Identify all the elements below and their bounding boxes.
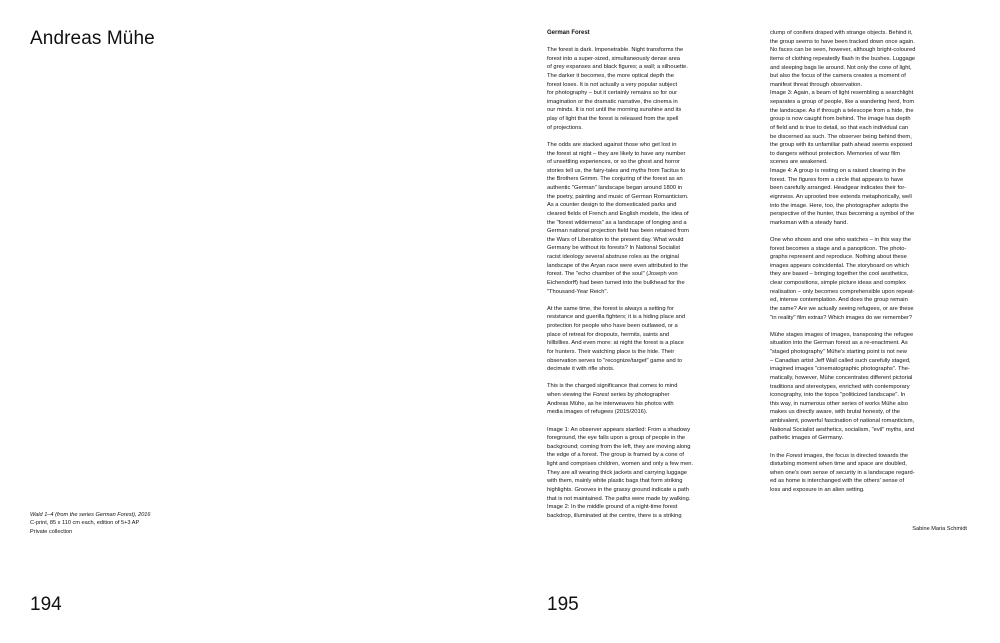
text-line: Andreas Mühe, as he interweaves his photos with [547,400,674,407]
text-line: stories tell us, the fairy-tales and myths from Tacitus to [547,167,686,174]
text-line: forest loses. It is not actually a very popular subject [547,81,678,88]
text-line: "Thousand-Year Reich". [547,288,609,295]
text-line: into the image. Here, too, the photographer adopts the [770,202,909,209]
text-line: foreground, the eye falls upon a group of people in the [547,435,686,442]
text-line: authentic "German" landscape began around 1800 in [547,185,683,192]
text-line: and sleeping bags lie around. Not only the cone of light, [770,64,912,71]
text-line: observation serves to "recognize/target" game and to [547,357,683,364]
text-line: situation into the German forest as a re-enactment. As [770,340,908,347]
text-line: of grey expanses and black figures; a wall; a silhouette. [547,64,688,71]
text-line: matically, however, Mühe concentrates different pictorial [770,374,913,381]
text-line: group is now caught from behind. The image has depth [770,116,911,123]
text-line: eignness. An uprooted tree extends metaphorically, well [770,193,912,200]
text-line: As a counter design to the domesticated parks and [547,202,677,209]
text-line: the edge of a forest. The group is framed by a cone of [547,452,685,459]
text-line: Image 1: An observer appears startled: From a shadowy [547,426,691,433]
paragraph [547,46,745,132]
text-line: of unsettling experiences, or so the ghost and horror [547,159,680,166]
text-line: "in reality" film extras? Which images do we remember? [770,314,913,321]
paragraph [770,236,968,322]
text-line: National Socialist aesthetics, socialism, "evil" myths, and [770,426,915,433]
text-line: manifest threat through observation. [770,81,863,88]
text-line: imagination or the dramatic narrative, the cinema in [547,98,678,105]
artist-name: Andreas Mühe [30,28,155,49]
text-line: hillbillies. And even more: at night the forest is a place [547,340,684,347]
text-line: ed, intense contemplation. And does the group remain [770,297,908,304]
text-line: traditions and stereotypes, enriched with contemporary [770,383,910,390]
text-line: the "forest wilderness" as a landscape of longing and a [547,219,687,226]
text-line: be discerned as such. The observer being behind them, [770,133,912,140]
text-line: of projections. [547,124,583,131]
caption-title: Wald 1–4 (from the series German Forest), 2016 [30,512,151,518]
text-line: backdrop, illuminated at the centre, there is a striking [547,512,682,519]
text-line: for photography – but it certainly remains so for our [547,90,678,97]
paragraph [770,452,968,495]
text-line: iconography, into the topos "politicized landscape". In [770,392,906,399]
text-line: In the Forest images, the focus is directed towards the [770,452,909,459]
text-line: Image 4: A group is resting on a raised clearing in the [770,168,906,174]
text-line: cleared fields of French and English models, the idea of [547,210,689,217]
column-2-body [770,29,968,495]
text-line: scenes are awakened. [770,159,828,166]
text-line: ed as home is interchanged with the others' sense of [770,478,905,485]
text-line: forest becomes a stage and a panopticon. The photo- [770,245,907,252]
text-line: resistance and guerilla fighters; it is a hiding place and [547,314,686,321]
text-line: Eichendorff) had been turned into the bulkhead for the [547,279,685,286]
text-line: highlights. Grooves in the grassy ground indicate a path [547,486,689,493]
text-line: The odds are stacked against those who get lost in [547,141,677,148]
text-line: the Wars of Liberation to the present day. What would [547,236,684,243]
text-line: for hunters. Their watching place is the hide. Their [547,348,675,355]
paragraph [547,426,745,521]
text-line: perspective of the hunter, thus becoming a symbol of the [770,211,915,218]
text-line: makes us directly aware, with brutal honesty, of the [770,409,900,416]
text-line: This is the charged significance that comes to mind [547,383,678,390]
text-line: background; coming from the left, they are moving along [547,443,691,450]
paragraph [547,382,745,417]
text-line: marksman with a steady hand. [770,219,848,226]
image-caption [30,511,250,536]
page-number-right: 195 [547,594,579,615]
text-line: the same? Are we actually seeing refugees, or are these [770,305,914,312]
text-line: disturbing moment when time and space are doubled, [770,461,907,468]
text-line: when viewing the Forest series by photographer [547,392,670,399]
text-line: the group with its unfamiliar path ahead seems exposed [770,142,913,149]
text-column-1 [547,29,745,529]
text-line: items of clothing repeatedly flash in the bushes. Luggage [770,55,916,62]
page-number-left: 194 [30,594,62,615]
text-line: when one's own sense of security in a landscape regard- [770,469,915,476]
text-line: "staged photography" Mühe's starting point is not new [770,349,907,356]
text-line: images appears coincidental. The storyboard on which [770,262,909,269]
text-line: clump of conifers draped with strange objects. Behind it, [770,30,913,36]
text-line: the landscape. As if through a telescope from a hide, the [770,107,914,114]
text-line: separates a group of people, like a wandering herd, from [770,99,915,105]
text-line: Image 2: In the middle ground of a night-time forest [547,504,678,511]
text-line: loss and exposure in an alien setting. [770,487,865,494]
essay-heading: German Forest [547,30,590,36]
text-line: Mühe stages images of images, transposing the refugee [770,331,914,338]
text-line: but also the focus of the camera creates a moment of [770,73,906,80]
text-line: light and comprises children, women and only a few men. [547,461,694,468]
text-line: been carefully arranged. Headgear indicates their for- [770,185,907,192]
text-line: forest. The "echo chamber of the soul" (Joseph von [547,271,678,278]
text-line: forest into a super-sized, simultaneously dense area [547,55,680,62]
text-line: to dangers without protection. Memories of war film [770,150,901,157]
text-line: – Canadian artist Jeff Wall called such carefully staged, [770,357,911,364]
text-line: the Brothers Grimm. The conjuring of the forest as an [547,176,683,183]
text-line: this way, in numerous other series of works Mühe also [770,400,908,407]
text-line: ambivalent, powerful fascination of national romanticism, [770,418,915,425]
text-line: One who shows and one who watches – in this way the [770,236,911,243]
text-line: pathetic images of Germany. [770,435,844,442]
text-line: play of light that the forest is released from the spell [547,116,679,123]
text-line: the poetry, painting and music of German Romanticism. [547,193,689,200]
paragraph [547,141,745,296]
column-1-body [547,46,745,520]
text-line: they are based – bringing together the cool aesthetics, [770,271,909,278]
text-line: place of retreat for dropouts, hermits, saints and [547,331,670,338]
text-line: realisation – only becomes comprehensible upon repeat- [770,288,915,295]
caption-medium: C-print, 85 x 110 cm each, edition of 5+3 AP [30,520,140,527]
text-line: clear compositions, simple picture ideas and complex [770,280,906,287]
paragraph [547,305,745,374]
text-line: graphs represent and reproduce. Nothing about these [770,254,907,261]
text-line: of field and is true to detail, so that each individual can [770,124,909,131]
text-line: German national projection field has been retained from [547,228,689,235]
text-line: forest. The figures form a circle that appears to have [770,176,904,183]
text-line: protection for people who have been outlawed, or a [547,323,678,330]
text-line: The forest is dark. Impenetrable. Night transforms the [547,47,684,54]
text-line: with them, mainly white plastic bags that form striking [547,478,683,485]
text-column-2 [770,29,968,503]
text-line: No faces can be seen, however, although bright-coloured [770,47,916,54]
text-line: that is not maintained. The paths were made by walking. [547,495,691,502]
paragraph [770,331,968,443]
text-line: the forest at night – they are likely to have any number [547,150,686,157]
text-line: decimate it with rifle shots. [547,366,615,373]
text-line: imagined images "cinematographic photographs". The- [770,366,910,373]
text-line: The darker it becomes, the more optical depth the [547,72,674,79]
text-line: They are all wearing thick jackets and carrying luggage [547,469,687,476]
text-line: the group seems to have been tracked down once again. [770,38,915,45]
text-line: our minds. It is not until the morning sunshine and its [547,107,682,114]
text-line: racist ideology several abstruse roles as the original [547,254,679,261]
text-line: Germany be without its forests? In National Socialist [547,245,680,252]
text-line: At the same time, the forest is always a setting for [547,305,674,312]
text-line: Image 3: Again, a beam of light resembling a searchlight [770,90,914,97]
caption-collection: Private collection [30,528,73,535]
author-signature: Sabine Maria Schmidt [912,526,967,532]
right-page [500,0,1000,643]
text-line: media images of refugees (2015/2016). [547,409,648,416]
text-line: landscape of the Aryan race were even attributed to the [547,262,688,269]
paragraph [770,29,968,227]
